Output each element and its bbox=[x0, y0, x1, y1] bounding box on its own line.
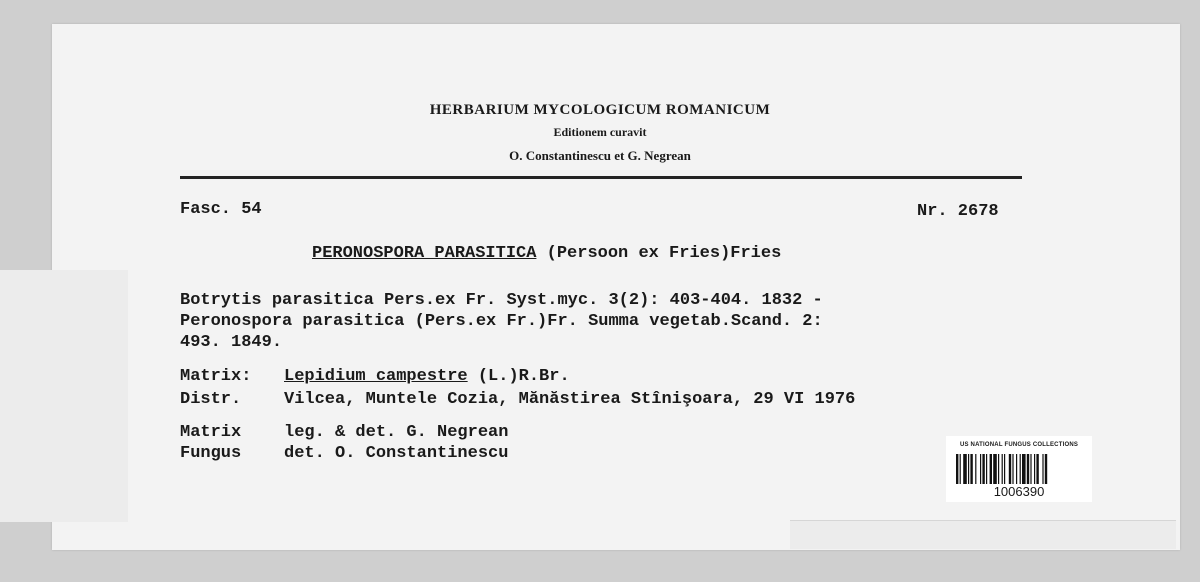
barcode-header: US NATIONAL FUNGUS COLLECTIONS bbox=[959, 442, 1079, 448]
barcode-stripe bbox=[1036, 454, 1038, 484]
barcode-stripe bbox=[968, 454, 969, 484]
barcode-stripe bbox=[993, 454, 997, 484]
matrix-authority: (L.)R.Br. bbox=[477, 367, 570, 386]
barcode-stripe bbox=[1012, 454, 1013, 484]
barcode-stripe bbox=[990, 454, 992, 484]
barcode-stripe bbox=[960, 454, 961, 484]
leg-value: leg. & det. G. Negrean bbox=[284, 423, 509, 442]
barcode-stripe bbox=[986, 454, 987, 484]
barcode-stripe bbox=[980, 454, 981, 484]
paper-fold bbox=[0, 270, 128, 522]
synonym-line-3: 493. 1849. bbox=[180, 333, 283, 352]
barcode-bars bbox=[956, 454, 1082, 484]
matrix-host: Lepidium campestre bbox=[284, 367, 468, 386]
fungus-label: Fungus bbox=[180, 444, 242, 463]
distr-value: Vilcea, Muntele Cozia, Mănăstirea Stînişoara, 29 VI 1976 bbox=[284, 390, 856, 409]
barcode-stripe bbox=[956, 454, 958, 484]
barcode-stripe bbox=[970, 454, 972, 484]
barcode-stripe bbox=[1042, 454, 1043, 484]
barcode-label bbox=[946, 436, 1092, 502]
barcode-number: 1006390 bbox=[993, 484, 1045, 499]
fascicle: Fasc. 54 bbox=[180, 200, 262, 219]
barcode-stripe bbox=[1009, 454, 1011, 484]
barcode-stripe bbox=[963, 454, 967, 484]
header-divider bbox=[180, 176, 1022, 179]
barcode-stripe bbox=[1034, 454, 1035, 484]
taxon-name bbox=[312, 244, 781, 263]
distr-label: Distr. bbox=[180, 390, 242, 409]
synonym-line-2: Peronospora parasitica (Pers.ex Fr.)Fr. Summa vegetab.Scand. 2: bbox=[180, 312, 823, 331]
barcode-stripe bbox=[975, 454, 976, 484]
editor-line: Editionem curavit bbox=[553, 125, 647, 139]
taxon-authority: (Persoon ex Fries)Fries bbox=[546, 244, 782, 263]
fungus-row bbox=[180, 444, 508, 463]
barcode-stripe bbox=[1027, 454, 1029, 484]
barcode-stripe bbox=[1022, 454, 1026, 484]
paper-tab bbox=[790, 520, 1176, 549]
barcode-stripe bbox=[998, 454, 999, 484]
matrix-label: Matrix: bbox=[180, 367, 252, 386]
barcode-stripe bbox=[1020, 454, 1021, 484]
barcode-stripe bbox=[1045, 454, 1047, 484]
editors: O. Constantinescu et G. Negrean bbox=[509, 148, 691, 163]
synonym-line-1: Botrytis parasitica Pers.ex Fr. Syst.myc. 3(2): 403-404. 1832 - bbox=[180, 291, 823, 310]
leg-label: Matrix bbox=[180, 423, 242, 442]
institution-title: HERBARIUM MYCOLOGICUM ROMANICUM bbox=[429, 102, 771, 118]
barcode-stripe bbox=[982, 454, 984, 484]
distribution-row bbox=[180, 390, 855, 409]
fungus-value: det. O. Constantinescu bbox=[284, 444, 509, 463]
genus-species: PERONOSPORA PARASITICA bbox=[312, 244, 537, 263]
barcode-stripe bbox=[1004, 454, 1005, 484]
matrix-row bbox=[180, 367, 570, 386]
specimen-number: Nr. 2678 bbox=[917, 202, 999, 221]
barcode-stripe bbox=[1016, 454, 1017, 484]
barcode-stripe bbox=[1030, 454, 1031, 484]
barcode-stripe bbox=[1002, 454, 1003, 484]
collector-row bbox=[180, 423, 508, 442]
